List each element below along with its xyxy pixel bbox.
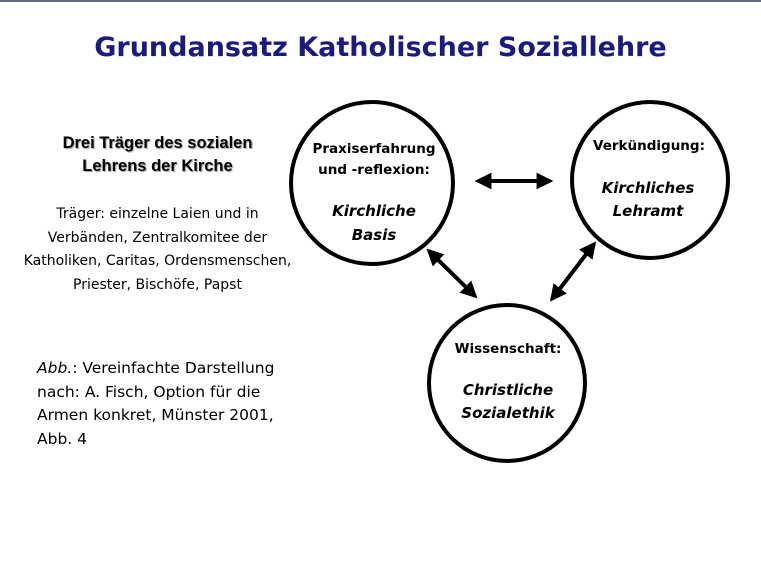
edge-praxis-wissenschaft [429,251,475,296]
abb-line-3: Armen konkret, Münster 2001, [37,406,274,424]
abb-first-rest: : Vereinfachte Darstellung [72,359,275,377]
abb-prefix: Abb. [37,359,73,377]
traeger-line-4: Priester, Bischöfe, Papst [73,276,242,293]
node-praxis-sub-2: Basis [351,226,397,244]
traeger-line-2: Verbänden, Zentralkomitee der [47,229,268,246]
node-wissenschaft-sub-2: Sozialethik [461,404,555,422]
node-verkuendigung [572,102,728,258]
node-verkuendigung-sub-2: Lehramt [612,202,684,220]
traeger-line-3: Katholiken, Caritas, Ordensmenschen, [23,253,292,269]
node-verkuendigung-label-1: Verkündigung: [593,138,705,154]
left-heading-line-2: Lehrens der Kirche [82,157,233,175]
edge-verkuendigung-wissenschaft [552,244,594,299]
node-wissenschaft-sub-1: Christliche [462,381,554,399]
node-praxis-label-2: und -reflexion: [318,162,430,178]
node-verkuendigung-sub-1: Kirchliches [601,179,695,197]
node-praxis-label-1: Praxiserfahrung [312,141,436,157]
traeger-line-1: Träger: einzelne Laien und in [56,206,259,222]
node-wissenschaft-label-1: Wissenschaft: [454,341,562,357]
node-praxis [291,102,453,264]
abb-line-4: Abb. 4 [37,429,87,448]
abb-line-2: nach: A. Fisch, Option für die [37,382,261,401]
node-wissenschaft [429,305,585,461]
node-praxis-sub-1: Kirchliche [332,202,416,220]
left-heading-line-1: Drei Träger des sozialen [62,134,253,152]
page-title: Grundansatz Katholischer Soziallehre [94,32,667,63]
